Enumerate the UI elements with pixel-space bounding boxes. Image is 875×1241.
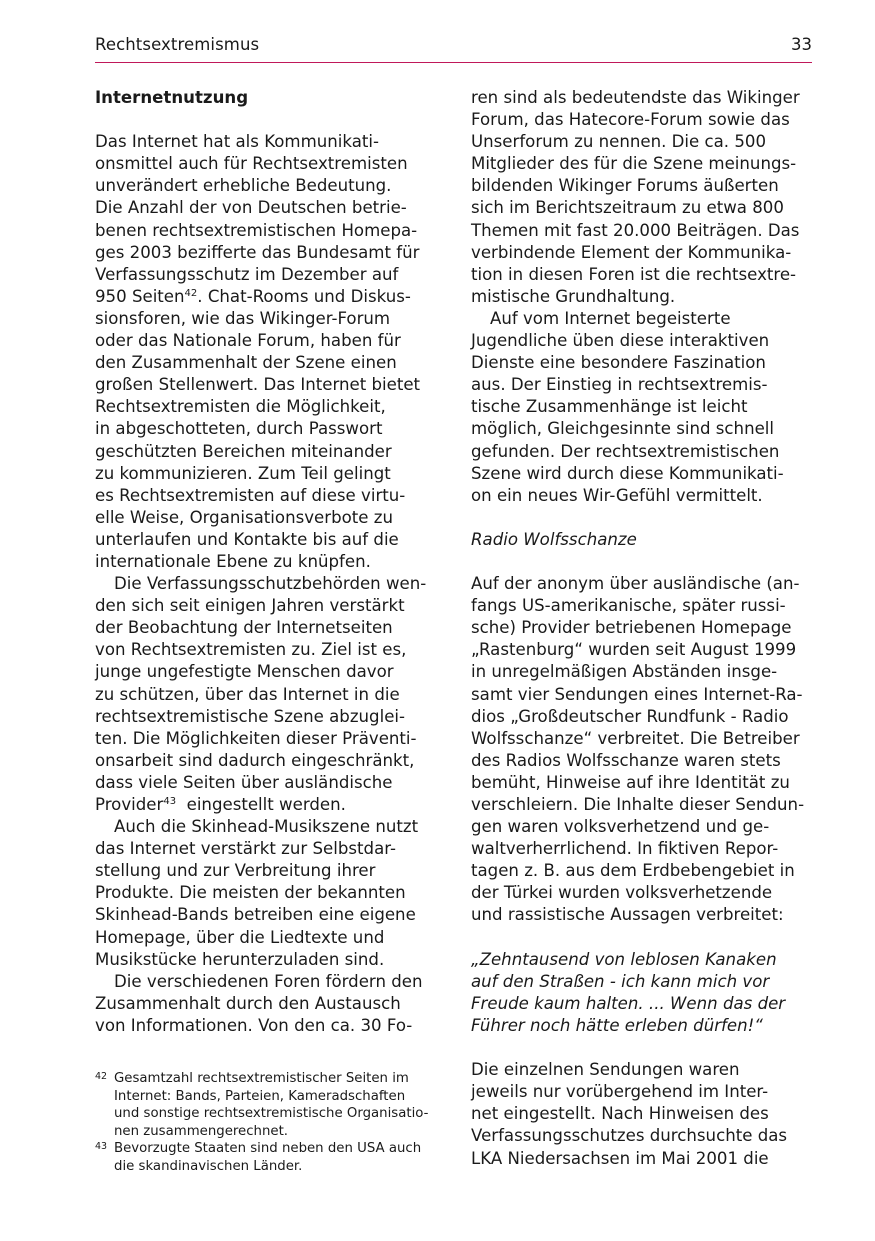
text-line: net eingestellt. Nach Hinweisen des	[471, 1104, 769, 1124]
quote-line: „Zehntausend von leblosen Kanaken	[471, 949, 777, 969]
text-line: möglich, Gleichgesinnte sind schnell	[471, 419, 775, 439]
text-line: jeweils nur vorübergehend im Inter-	[471, 1082, 769, 1102]
footnote-43	[95, 1140, 445, 1175]
footnote-line: Internet: Bands, Parteien, Kameradschaften	[114, 1088, 406, 1104]
quote-line: Führer noch hätte erleben dürfen!“	[471, 1015, 763, 1035]
left-column	[95, 87, 443, 1037]
text-line: und rassistische Aussagen verbreitet:	[471, 905, 784, 925]
text-line: Musikstücke herunterzuladen sind.	[95, 949, 385, 969]
footnote-number: 43	[95, 1141, 108, 1153]
footnote-text	[114, 1140, 421, 1175]
text-line: großen Stellenwert. Das Internet bietet	[95, 375, 421, 395]
text-line: ren sind als bedeutendste das Wikinger	[471, 88, 800, 107]
text-line	[95, 286, 443, 308]
text-line: Dienste eine besondere Faszination	[471, 353, 766, 373]
text-line: des Radios Wolfsschanze waren stets	[471, 750, 781, 770]
text-line: sionsforen, wie das Wikinger-Forum	[95, 308, 391, 328]
text-line: junge ungefestigte Menschen davor	[95, 662, 394, 682]
spacer	[471, 1037, 819, 1059]
text-line: bemüht, Hinweise auf ihre Identität zu	[471, 772, 790, 792]
text-line: onsmittel auch für Rechtsextremisten	[95, 154, 408, 174]
footnote-ref-42[interactable]: 42	[184, 287, 198, 299]
text-line: tische Zusammenhänge ist leicht	[471, 397, 748, 417]
header-rule	[95, 62, 812, 63]
paragraph	[95, 971, 443, 1037]
text-line: von Informationen. Von den ca. 30 Fo-	[95, 1015, 413, 1035]
text-line: fangs US-amerikanische, später russi-	[471, 596, 786, 616]
text-line: benen rechtsextremistischen Homepa-	[95, 220, 418, 240]
text-line: Das Internet hat als Kommunikati-	[95, 132, 379, 152]
text-line: Unserforum zu nennen. Die ca. 500	[471, 132, 767, 152]
footnote-text	[114, 1070, 428, 1140]
text-line: Jugendliche üben diese interaktiven	[471, 331, 770, 351]
section-heading: Internetnutzung	[95, 88, 249, 107]
text-line: bildenden Wikinger Forums äußerten	[471, 176, 779, 196]
text-line: „Rastenburg“ wurden seit August 1999	[471, 640, 797, 660]
text-line: dass viele Seiten über ausländische	[95, 772, 393, 792]
text-line: onsarbeit sind dadurch eingeschränkt,	[95, 750, 415, 770]
footnote-ref-43[interactable]: 43	[163, 796, 177, 807]
text-line: geschützten Bereichen miteinander	[95, 441, 392, 461]
text-line: Mitglieder des für die Szene meinungs-	[471, 154, 797, 174]
text-line: Die Verfassungsschutzbehörden wen-	[114, 574, 427, 594]
quote-line: Freude kaum halten. ... Wenn das der	[471, 993, 786, 1013]
text-line: elle Weise, Organisationsverbote zu	[95, 507, 393, 527]
text-fragment: eingestellt werden.	[176, 795, 346, 814]
text-line: on ein neues Wir-Gefühl vermittelt.	[471, 485, 763, 505]
text-line: gen waren volksverhetzend und ge-	[471, 817, 770, 837]
text-line: samt vier Sendungen eines Internet-Ra-	[471, 684, 803, 704]
text-line: Homepage, über die Liedtexte und	[95, 927, 385, 947]
text-line: LKA Niedersachsen im Mai 2001 die	[471, 1148, 769, 1168]
paragraph	[95, 573, 443, 816]
text-line: Die Anzahl der von Deutschen betrie-	[95, 198, 407, 218]
page-number: 33	[791, 35, 812, 54]
paragraph	[471, 573, 819, 927]
text-line	[95, 794, 443, 816]
text-line: Wolfsschanze“ verbreitet. Die Betreiber	[471, 728, 800, 748]
spacer	[471, 507, 819, 529]
text-line: verschleiern. Die Inhalte dieser Sendun-	[471, 795, 805, 814]
right-column	[471, 87, 819, 1170]
text-line: Rechtsextremisten die Möglichkeit,	[95, 397, 386, 417]
text-line: stellung und zur Verbreitung ihrer	[95, 861, 376, 881]
text-line: sich im Berichtszeitraum zu etwa 800	[471, 198, 784, 218]
text-line: waltverherrlichend. In fiktiven Repor-	[471, 839, 779, 859]
text-line: unverändert erhebliche Bedeutung.	[95, 176, 392, 196]
text-line: aus. Der Einstieg in rechtsextremis-	[471, 375, 768, 395]
text-line: gefunden. Der rechtsextremistischen	[471, 441, 780, 461]
text-line: verbindende Element der Kommunika-	[471, 242, 792, 262]
text-line: Produkte. Die meisten der bekannten	[95, 883, 406, 903]
footnote-line: Bevorzugte Staaten sind neben den USA auch	[114, 1141, 422, 1157]
spacer	[471, 927, 819, 949]
footnote-line: und sonstige rechtsextremistische Organisatio-	[114, 1106, 429, 1122]
text-fragment: Provider	[95, 795, 164, 814]
text-line: den Zusammenhalt der Szene einen	[95, 353, 397, 373]
text-line: tagen z. B. aus dem Erdbebengebiet in	[471, 861, 795, 881]
paragraph	[95, 816, 443, 971]
text-line: der Beobachtung der Internetseiten	[95, 618, 393, 638]
text-line: den sich seit einigen Jahren verstärkt	[95, 596, 405, 616]
text-line: dios „Großdeutscher Rundfunk - Radio	[471, 706, 789, 726]
text-line: internationale Ebene zu knüpfen.	[95, 551, 371, 571]
text-line: rechtsextremistische Szene abzuglei-	[95, 706, 406, 726]
text-line: Zusammenhalt durch den Austausch	[95, 993, 401, 1013]
text-line: in abgeschotteten, durch Passwort	[95, 419, 383, 439]
quote-line: auf den Straßen - ich kann mich vor	[471, 971, 770, 991]
text-line: Auf vom Internet begeisterte	[490, 308, 731, 328]
text-line: unterlaufen und Kontakte bis auf die	[95, 529, 399, 549]
text-line: der Türkei wurden volksverhetzende	[471, 883, 773, 903]
footnotes	[95, 1070, 445, 1176]
text-line: Verfassungsschutzes durchsuchte das	[471, 1126, 788, 1146]
paragraph	[471, 1059, 819, 1169]
text-fragment: . Chat-Rooms und Diskus-	[197, 286, 411, 306]
text-line: das Internet verstärkt zur Selbstdar-	[95, 839, 396, 859]
text-line: zu schützen, über das Internet in die	[95, 684, 400, 704]
text-line: oder das Nationale Forum, haben für	[95, 331, 401, 351]
text-line: es Rechtsextremisten auf diese virtu-	[95, 485, 406, 505]
text-line: Auf der anonym über ausländische (an-	[471, 574, 800, 594]
text-line: Verfassungsschutz im Dezember auf	[95, 264, 399, 284]
footnote-number: 42	[95, 1071, 108, 1082]
footnote-line: nen zusammengerechnet.	[114, 1123, 289, 1139]
text-line: ten. Die Möglichkeiten dieser Präventi-	[95, 728, 417, 748]
block-quote	[471, 949, 819, 1037]
text-line: mistische Grundhaltung.	[471, 286, 676, 306]
subheading: Radio Wolfsschanze	[471, 529, 637, 549]
text-line: sche) Provider betriebenen Homepage	[471, 618, 792, 638]
footnote-line: Gesamtzahl rechtsextremistischer Seiten im	[114, 1071, 409, 1086]
text-line: Die einzelnen Sendungen waren	[471, 1060, 740, 1080]
footnote-line: die skandinavischen Länder.	[114, 1158, 303, 1174]
text-line: tion in diesen Foren ist die rechtsextre-	[471, 264, 797, 284]
text-line: zu kommunizieren. Zum Teil gelingt	[95, 463, 391, 483]
text-line: von Rechtsextremisten zu. Ziel ist es,	[95, 640, 407, 660]
text-line: Auch die Skinhead-Musikszene nutzt	[114, 817, 419, 837]
text-fragment: 950 Seiten	[95, 286, 185, 306]
paragraph	[471, 308, 819, 507]
footnote-42	[95, 1070, 445, 1140]
text-line: Szene wird durch diese Kommunikati-	[471, 463, 784, 483]
text-line: in unregelmäßigen Abständen insge-	[471, 662, 778, 682]
running-header-section: Rechtsextremismus	[95, 35, 260, 54]
text-line: ges 2003 bezifferte das Bundesamt für	[95, 242, 420, 262]
text-line: Forum, das Hatecore-Forum sowie das	[471, 110, 790, 130]
paragraph	[95, 131, 443, 573]
paragraph	[471, 87, 819, 308]
text-line: Die verschiedenen Foren fördern den	[114, 971, 423, 991]
text-line: Themen mit fast 20.000 Beiträgen. Das	[471, 220, 800, 240]
text-line: Skinhead-Bands betreiben eine eigene	[95, 905, 416, 925]
spacer	[471, 551, 819, 573]
spacer	[95, 109, 443, 131]
